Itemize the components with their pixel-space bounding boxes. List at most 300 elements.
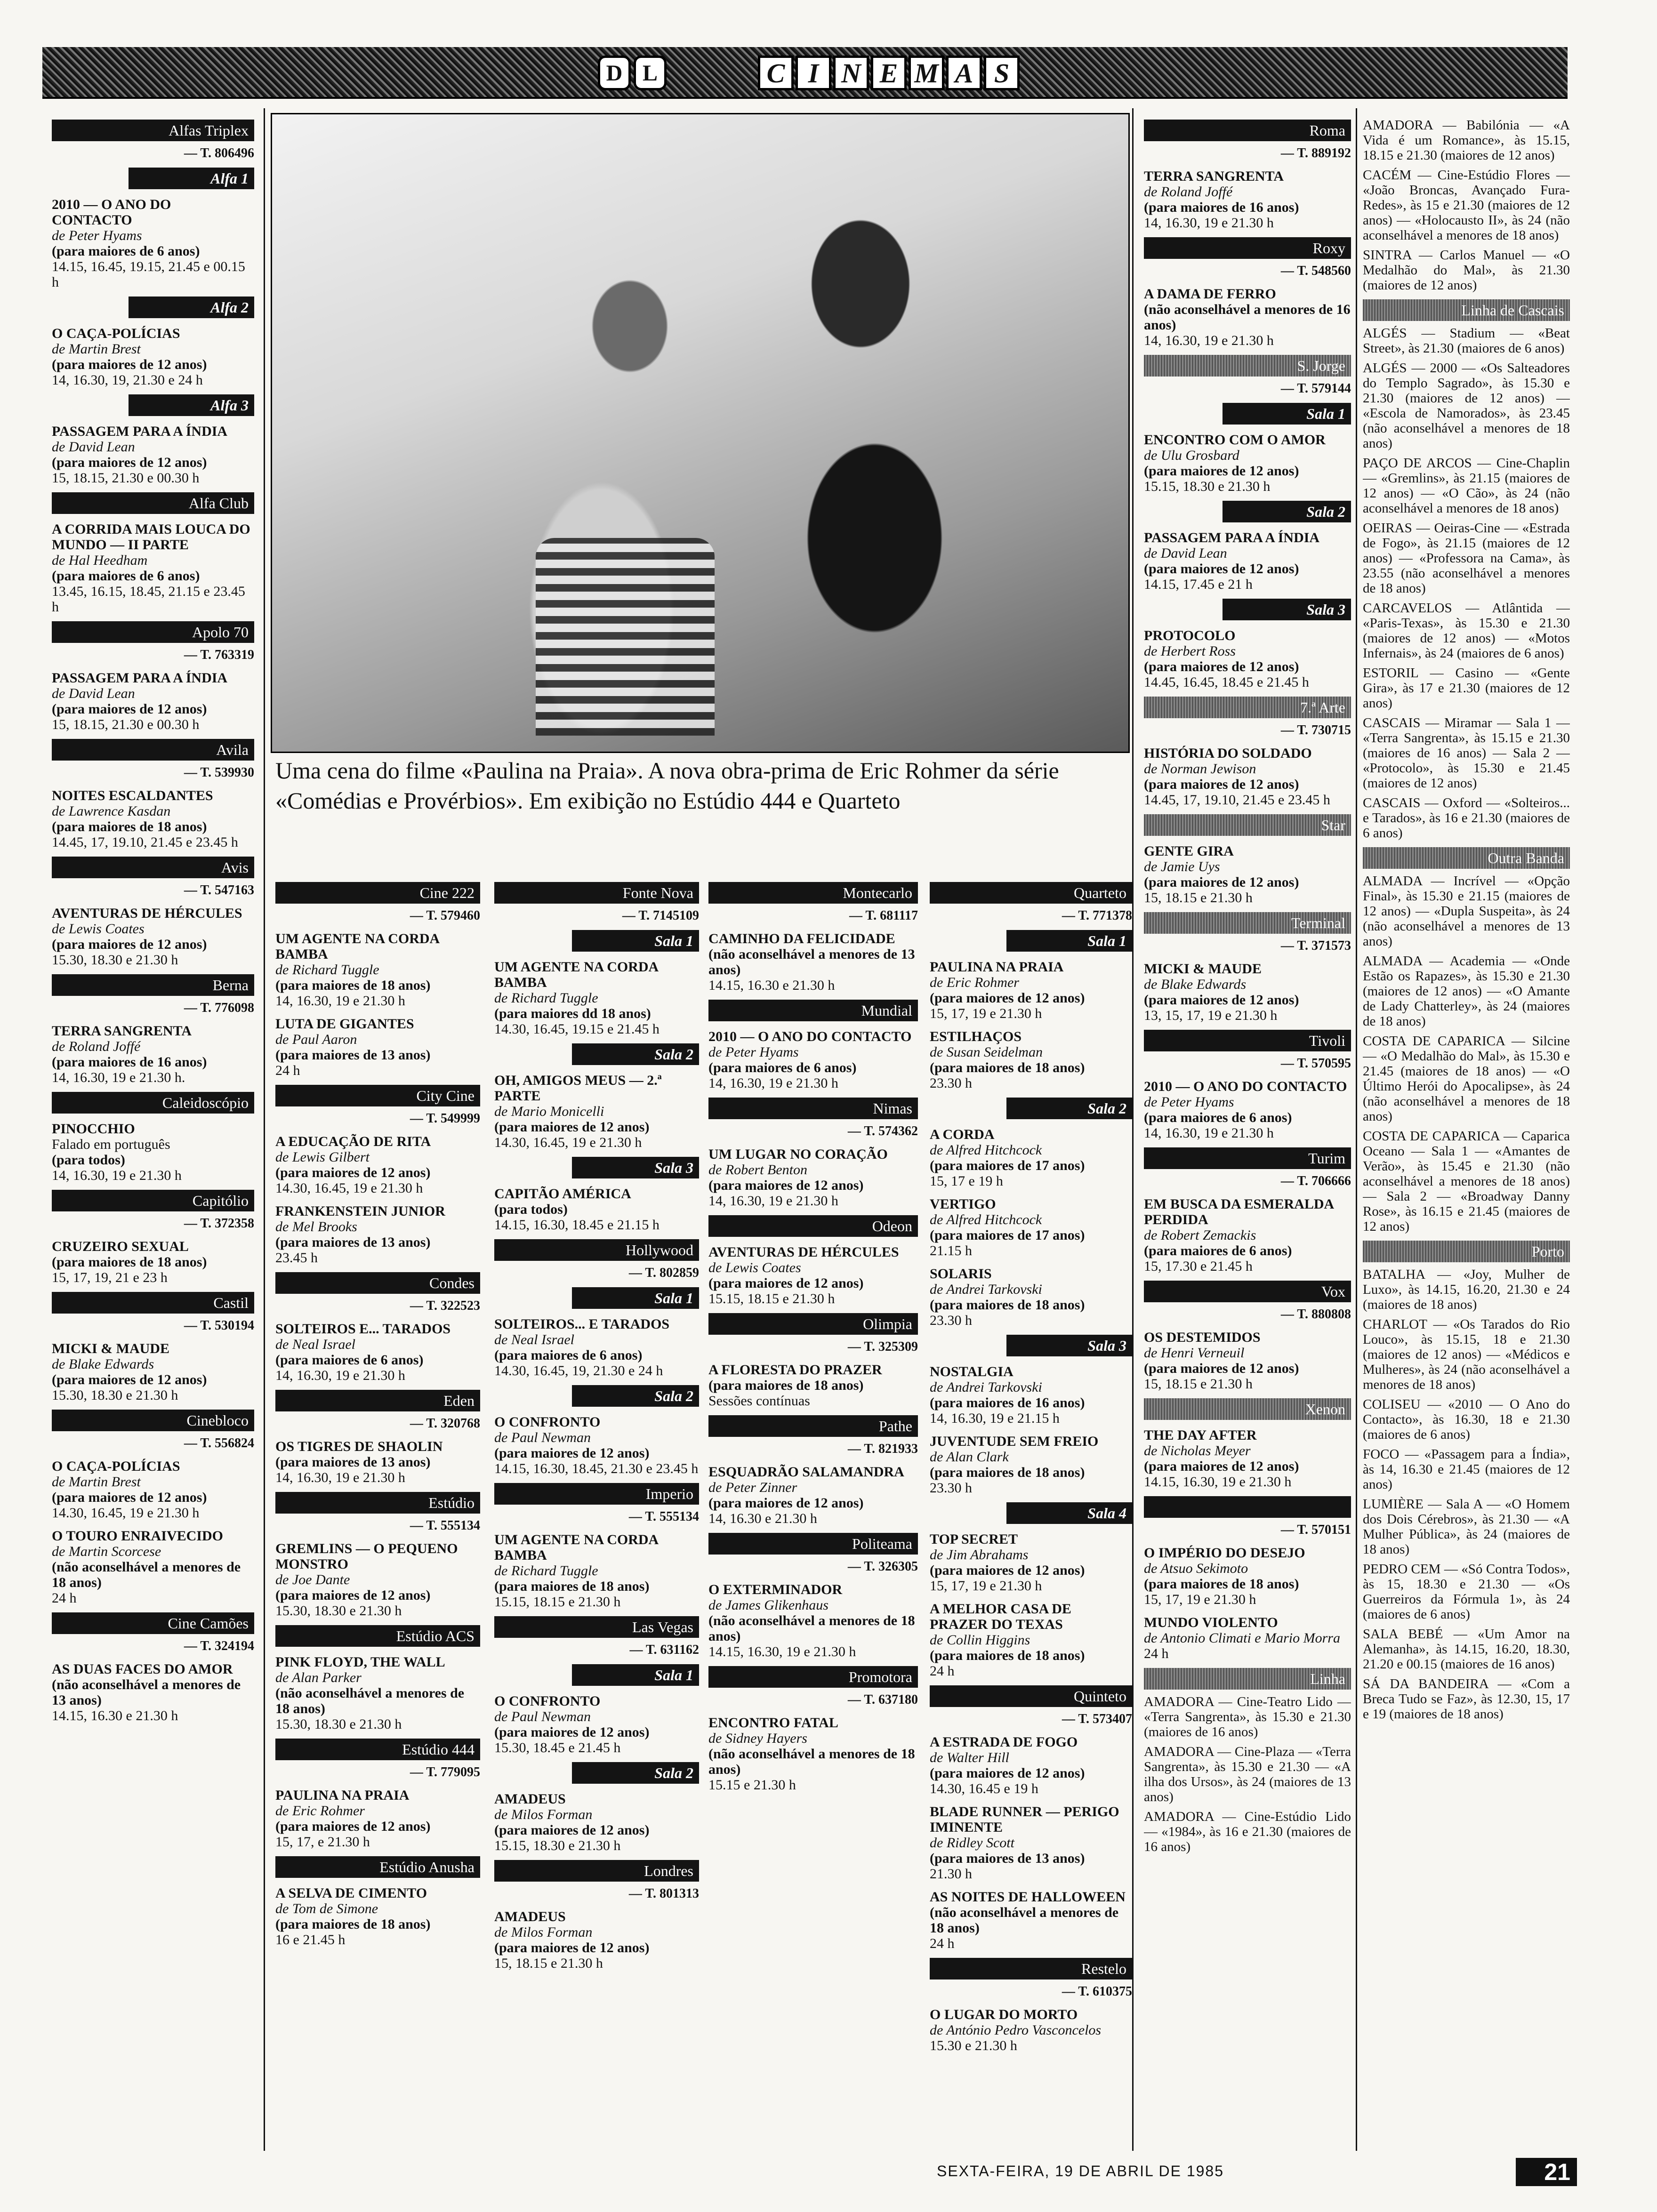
cinema-phone: — T. 573407 bbox=[1062, 1712, 1132, 1726]
cinema-phone: — T. 610375 bbox=[1062, 1984, 1132, 1999]
cinema-header: Estúdio 444 bbox=[275, 1739, 480, 1760]
film-director: de David Lean bbox=[52, 686, 135, 701]
listing-column-3 bbox=[494, 875, 699, 1973]
film-times: Sessões contínuas bbox=[708, 1393, 810, 1409]
film-times: 15.15 e 21.30 h bbox=[708, 1777, 796, 1793]
film-rating: (para maiores de 17 anos) bbox=[930, 1227, 1085, 1243]
film-title: TOP SECRET bbox=[930, 1531, 1018, 1547]
film-listing bbox=[52, 1459, 254, 1521]
cinema-header: Porto bbox=[1363, 1241, 1570, 1262]
cinema-header: Odeon bbox=[708, 1215, 918, 1237]
cinema-phone: — T. 547163 bbox=[184, 883, 254, 898]
film-times: 14.15, 16.30, 18.45 e 21.15 h bbox=[494, 1217, 660, 1233]
film-rating: (não aconselhável a menores de 18 anos) bbox=[708, 1746, 915, 1777]
film-director: de Paul Newman bbox=[494, 1709, 591, 1724]
film-times: 15.30, 18.30 e 21.30 h bbox=[275, 1603, 402, 1619]
film-times: 24 h bbox=[930, 1663, 955, 1679]
film-times: 14, 16.30, 19 e 21.30 h bbox=[708, 1075, 838, 1091]
film-director: de Atsuo Sekimoto bbox=[1144, 1561, 1248, 1576]
film-listing bbox=[1144, 1079, 1351, 1141]
film-title: AMADEUS bbox=[494, 1791, 566, 1807]
film-listing bbox=[494, 1414, 699, 1476]
film-listing bbox=[1144, 1427, 1351, 1490]
film-title: PINK FLOYD, THE WALL bbox=[275, 1654, 445, 1670]
cinema-header: Estúdio bbox=[275, 1492, 480, 1514]
film-listing bbox=[494, 1073, 699, 1150]
film-director: de Herbert Ross bbox=[1144, 643, 1236, 659]
film-times: 15.15, 18.15 e 21.30 h bbox=[708, 1291, 835, 1306]
film-title: PAULINA NA PRAIA bbox=[275, 1787, 410, 1803]
title-letter: E bbox=[871, 56, 907, 90]
film-title: PASSAGEM PARA A ÍNDIA bbox=[52, 424, 228, 439]
sala-header: Alfa 1 bbox=[129, 168, 254, 189]
film-rating: (para maiores de 12 anos) bbox=[930, 1563, 1085, 1578]
title-letter: I bbox=[796, 56, 831, 90]
film-times: 15, 17, e 21.30 h bbox=[275, 1834, 370, 1850]
cinema-phone: — T. 706666 bbox=[1280, 1174, 1351, 1188]
film-director: de Paul Aaron bbox=[275, 1032, 357, 1047]
cinema-phone: — T. 549999 bbox=[410, 1111, 480, 1126]
film-times: 24 h bbox=[1144, 1646, 1169, 1661]
film-times: 23.30 h bbox=[930, 1075, 972, 1091]
film-director: de Neal Israel bbox=[275, 1337, 355, 1352]
film-rating: (para maiores de 12 anos) bbox=[1144, 777, 1299, 792]
cinema-phone: — T. 372358 bbox=[184, 1216, 254, 1231]
film-rating: (para maiores de 12 anos) bbox=[1144, 1361, 1299, 1376]
film-listing bbox=[275, 931, 480, 1009]
film-listing bbox=[52, 788, 254, 850]
film-title: OS TIGRES DE SHAOLIN bbox=[275, 1439, 443, 1454]
film-times: 14.30, 16.45 e 19 h bbox=[930, 1781, 1038, 1796]
film-times: 15, 18.15, 21.30 e 00.30 h bbox=[52, 717, 200, 732]
film-listing bbox=[1144, 1545, 1351, 1607]
film-director: de Roland Joffé bbox=[52, 1039, 141, 1054]
cinema-header: Turim bbox=[1144, 1147, 1351, 1169]
film-listing bbox=[930, 1364, 1132, 1426]
film-times: 23.45 h bbox=[275, 1250, 318, 1266]
cinema-header: Mundial bbox=[708, 1000, 918, 1021]
regional-listing: SÁ DA BANDEIRA — «Com a Breca Tudo se Faz», às 12.30, 15, 17 e 19 (maiores de 18 anos) bbox=[1363, 1676, 1570, 1722]
film-title: ENCONTRO COM O AMOR bbox=[1144, 432, 1326, 448]
cinema-phone: — T. 779095 bbox=[410, 1765, 480, 1779]
film-rating: (para maiores de 12 anos) bbox=[1144, 1459, 1299, 1474]
cinema-phone: — T. 802859 bbox=[628, 1266, 699, 1280]
film-rating: (para maiores de 6 anos) bbox=[1144, 1110, 1292, 1125]
cinema-header: Quinteto bbox=[930, 1685, 1132, 1707]
listing-column-6 bbox=[1144, 113, 1351, 2151]
photo-detail bbox=[536, 538, 715, 736]
film-times: 14.15, 16.30, 18.45, 21.30 e 23.45 h bbox=[494, 1461, 699, 1476]
film-rating: (para maiores de 18 anos) bbox=[1144, 1576, 1299, 1592]
film-rating: (para maiores de 18 anos) bbox=[494, 1579, 650, 1594]
cinema-header: Condes bbox=[275, 1272, 480, 1294]
regional-listing: AMADORA — Cine-Plaza — «Terra Sangrenta», às 15.30 e 21.30 — «A ilha dos Ursos», às 24 (maiores de 13 anos) bbox=[1144, 1744, 1351, 1804]
film-title: UM AGENTE NA CORDA BAMBA bbox=[494, 959, 658, 990]
page-number: 21 bbox=[1516, 2158, 1577, 2186]
regional-listing: SINTRA — Carlos Manuel — «O Medalhão do Mal», às 21.30 (maiores de 12 anos) bbox=[1363, 248, 1570, 293]
film-director: de Milos Forman bbox=[494, 1924, 593, 1940]
regional-listing: AMADORA — Cine-Estúdio Lido — «1984», às 16 e 21.30 (maiores de 16 anos) bbox=[1144, 1809, 1351, 1854]
film-director: de Richard Tuggle bbox=[275, 962, 379, 978]
cinema-phone: — T. 325309 bbox=[847, 1339, 918, 1354]
film-times: 24 h bbox=[275, 1063, 300, 1078]
cinema-header: Apolo 70 bbox=[52, 621, 254, 643]
sala-header: Sala 2 bbox=[1223, 501, 1351, 522]
film-director: de Milos Forman bbox=[494, 1807, 593, 1822]
film-director: de Susan Seidelman bbox=[930, 1044, 1043, 1060]
regional-listing: COSTA DE CAPARICA — Silcine — «O Medalhão do Mal», às 15.30 e 21.45 (maiores de 18 anos) — «O Último Herói do Apocalipse», às 24 (não aconselhável a menores de 18 anos) bbox=[1363, 1034, 1570, 1124]
cinema-phone: — T. 579144 bbox=[1280, 381, 1351, 396]
film-rating: (para maiores de 12 anos) bbox=[52, 1490, 207, 1505]
film-director: de David Lean bbox=[1144, 545, 1227, 561]
film-rating: (não aconselhável a menores de 16 anos) bbox=[1144, 302, 1351, 333]
film-director: de Antonio Climati e Mario Morra bbox=[1144, 1630, 1340, 1646]
cinema-phone: — T. 574362 bbox=[847, 1124, 918, 1138]
cinema-phone: — T. 631162 bbox=[629, 1643, 699, 1657]
regional-listing: ALMADA — Academia — «Onde Estão os Rapazes», às 15.30 e 21.30 (maiores de 12 anos) — «O Amante de Lady Chatterley», às 24 (maiores de 18 anos) bbox=[1363, 954, 1570, 1029]
film-director: de Richard Tuggle bbox=[494, 990, 598, 1006]
cinema-header: Nimas bbox=[708, 1098, 918, 1119]
film-times: 14.30, 16.45, 19 e 21.30 h bbox=[494, 1135, 642, 1150]
film-title: A FLORESTA DO PRAZER bbox=[708, 1362, 882, 1378]
cinema-header: Capitólio bbox=[52, 1190, 254, 1211]
film-listing bbox=[52, 1528, 254, 1606]
cinema-phone: — T. 548560 bbox=[1280, 264, 1351, 278]
film-director: de Norman Jewison bbox=[1144, 761, 1256, 777]
cinema-header: Restelo bbox=[930, 1958, 1132, 1980]
film-listing bbox=[52, 521, 254, 615]
film-times: 15, 18.15 e 21.30 h bbox=[494, 1956, 603, 1971]
film-director: de Peter Hyams bbox=[52, 228, 142, 243]
cinema-header: Castil bbox=[52, 1292, 254, 1314]
film-listing bbox=[930, 1531, 1132, 1594]
column-rule bbox=[1356, 108, 1357, 2151]
film-director: de Alfred Hitchcock bbox=[930, 1212, 1042, 1227]
film-listing bbox=[494, 1316, 699, 1378]
film-director: de Martin Scorcese bbox=[52, 1544, 161, 1559]
section-title bbox=[758, 56, 1020, 90]
film-listing bbox=[708, 1362, 918, 1409]
regional-listing: ESTORIL — Casino — «Gente Gira», às 17 e 21.30 (maiores de 12 anos) bbox=[1363, 665, 1570, 711]
film-times: 14, 16.30, 19 e 21.30 h. bbox=[52, 1070, 185, 1085]
film-times: 14, 16.30, 19 e 21.30 h bbox=[1144, 333, 1274, 348]
film-title: JUVENTUDE SEM FREIO bbox=[930, 1434, 1099, 1449]
film-rating: (para maiores de 12 anos) bbox=[52, 357, 207, 372]
film-listing bbox=[930, 1196, 1132, 1258]
film-listing bbox=[52, 670, 254, 732]
regional-listing: COLISEU — «2010 — O Ano do Contacto», às 16.30, 18 e 21.30 (maiores de 6 anos) bbox=[1363, 1397, 1570, 1442]
film-times: 14.15, 16.30 e 21.30 h bbox=[52, 1708, 178, 1723]
cinema-header: Londres bbox=[494, 1860, 699, 1882]
cinema-header: Xenon bbox=[1144, 1398, 1351, 1420]
cinema-header: Cine 222 bbox=[275, 882, 480, 904]
film-listing bbox=[930, 1734, 1132, 1796]
film-title: SOLARIS bbox=[930, 1266, 992, 1282]
film-rating: (para maiores de 16 anos) bbox=[52, 1054, 207, 1070]
cinema-header: Avis bbox=[52, 857, 254, 878]
film-title: A CORRIDA MAIS LOUCA DO MUNDO — II PARTE bbox=[52, 521, 250, 553]
film-rating: (para maiores de 12 anos) bbox=[1144, 874, 1299, 890]
film-times: 15, 17.30 e 21.45 h bbox=[1144, 1258, 1253, 1274]
regional-listing: ALGÉS — 2000 — «Os Salteadores do Templo Sagrado», às 15.30 e 21.30 (maiores de 12 anos) — «Escola de Namorados», às 23.45 (não aconselhável a menores de 18 anos) bbox=[1363, 361, 1570, 451]
film-listing bbox=[494, 1791, 699, 1853]
regional-listing: LUMIÈRE — Sala A — «O Homem dos Dois Cérebros», às 21.30 — «A Mulher Pública», às 24 (maiores de 18 anos) bbox=[1363, 1497, 1570, 1557]
film-times: 14.30, 16.45, 19 e 21.30 h bbox=[52, 1505, 200, 1521]
film-listing bbox=[52, 197, 254, 290]
film-listing bbox=[275, 1787, 480, 1850]
film-title: PINOCCHIO bbox=[52, 1121, 135, 1137]
film-listing bbox=[52, 906, 254, 968]
film-listing bbox=[275, 1541, 480, 1619]
cinema-phone: — T. 570151 bbox=[1280, 1523, 1351, 1537]
sala-header: Alfa 2 bbox=[129, 297, 254, 318]
film-title: GENTE GIRA bbox=[1144, 843, 1234, 859]
regional-listing: CASCAIS — Miramar — Sala 1 — «Terra Sangrenta», às 15.15 e 21.30 (maiores de 16 anos) — Sala 2 — «Protocolo», às 15.30 e 21.45 (maiores de 12 anos) bbox=[1363, 715, 1570, 791]
film-title: A CORDA bbox=[930, 1127, 995, 1142]
film-times: 14, 16.30 e 21.30 h bbox=[708, 1511, 817, 1526]
cinema-phone: — T. 7145109 bbox=[622, 908, 699, 923]
film-times: 15, 18.15 e 21.30 h bbox=[1144, 890, 1253, 906]
film-title: PASSAGEM PARA A ÍNDIA bbox=[52, 670, 228, 686]
film-director: de Lewis Gilbert bbox=[275, 1149, 370, 1165]
film-times: 14.15, 16.45, 19.15, 21.45 e 00.15 h bbox=[52, 259, 245, 290]
film-director: de Robert Zemackis bbox=[1144, 1227, 1256, 1243]
film-title: MICKI & MAUDE bbox=[1144, 961, 1262, 977]
regional-listing: AMADORA — Cine-Teatro Lido — «Terra Sangrenta», às 15.30 e 21.30 (maiores de 16 anos) bbox=[1144, 1694, 1351, 1739]
film-listing bbox=[1144, 432, 1351, 494]
film-title: UM AGENTE NA CORDA BAMBA bbox=[494, 1532, 658, 1563]
cinema-phone: — T. 880808 bbox=[1280, 1307, 1351, 1322]
film-director: de Jim Abrahams bbox=[930, 1547, 1029, 1563]
film-rating: (para maiores de 12 anos) bbox=[1144, 659, 1299, 674]
film-director: de Eric Rohmer bbox=[930, 975, 1019, 990]
film-rating: (para maiores de 12 anos) bbox=[494, 1822, 650, 1838]
sala-header: Sala 2 bbox=[572, 1043, 699, 1065]
cinema-phone: — T. 579460 bbox=[410, 908, 480, 923]
film-rating: (para maiores de 12 anos) bbox=[494, 1119, 650, 1135]
film-rating: (para maiores de 18 anos) bbox=[52, 1254, 207, 1270]
film-director: de Alfred Hitchcock bbox=[930, 1142, 1042, 1158]
cinema-header: Eden bbox=[275, 1390, 480, 1411]
cinema-header: Cinebloco bbox=[52, 1410, 254, 1431]
film-rating: (para maiores de 12 anos) bbox=[1144, 561, 1299, 577]
film-times: 24 h bbox=[52, 1590, 77, 1606]
film-rating: (não aconselhável a menores de 18 anos) bbox=[930, 1905, 1119, 1936]
film-director: de Hal Heedham bbox=[52, 553, 148, 568]
film-listing bbox=[494, 1693, 699, 1755]
cinema-phone: — T. 322523 bbox=[410, 1298, 480, 1313]
film-title: 2010 — O ANO DO CONTACTO bbox=[1144, 1079, 1347, 1094]
film-times: 23.30 h bbox=[930, 1480, 972, 1496]
cinema-phone: — T. 555134 bbox=[628, 1509, 699, 1524]
film-rating: (para maiores de 12 anos) bbox=[708, 1495, 864, 1511]
film-listing bbox=[1144, 286, 1351, 348]
film-listing bbox=[1144, 745, 1351, 808]
title-letter: M bbox=[909, 56, 944, 90]
cinema-header: Outra Banda bbox=[1363, 847, 1570, 869]
film-director: de Collin Higgins bbox=[930, 1632, 1030, 1648]
film-title: SOLTEIROS E... TARADOS bbox=[275, 1321, 451, 1337]
cinema-header: Tivoli bbox=[1144, 1030, 1351, 1051]
film-title: CRUZEIRO SEXUAL bbox=[52, 1239, 189, 1254]
cinema-header: Alfa Club bbox=[52, 492, 254, 514]
film-title: O EXTERMINADOR bbox=[708, 1582, 843, 1597]
cinema-phone: — T. 555134 bbox=[410, 1518, 480, 1533]
film-title: 2010 — O ANO DO CONTACTO bbox=[52, 197, 171, 228]
film-times: 14, 16.30, 19 e 21.30 h bbox=[1144, 215, 1274, 231]
issue-date: SEXTA-FEIRA, 19 DE ABRIL DE 1985 bbox=[937, 2163, 1224, 2180]
film-rating: (para maiores de 12 anos) bbox=[1144, 992, 1299, 1008]
film-times: 14.45, 16.45, 18.45 e 21.45 h bbox=[1144, 674, 1309, 690]
column-rule bbox=[264, 108, 265, 2151]
film-listing bbox=[930, 1434, 1132, 1496]
film-listing bbox=[1144, 530, 1351, 592]
film-listing bbox=[275, 1134, 480, 1196]
film-title: A MELHOR CASA DE PRAZER DO TEXAS bbox=[930, 1601, 1071, 1632]
film-rating: (para maiores de 12 anos) bbox=[494, 1724, 650, 1740]
cinema-header bbox=[1144, 1496, 1351, 1518]
cinema-phone: — T. 889192 bbox=[1280, 146, 1351, 160]
cinema-header: Promotora bbox=[708, 1666, 918, 1688]
film-times: 15.30, 18.45 e 21.45 h bbox=[494, 1740, 621, 1755]
film-rating: (para maiores de 12 anos) bbox=[52, 701, 207, 717]
cinema-header: Cine Camões bbox=[52, 1612, 254, 1634]
film-listing bbox=[930, 1889, 1132, 1951]
film-times: 23.30 h bbox=[930, 1313, 972, 1328]
film-listing bbox=[52, 326, 254, 388]
film-listing bbox=[930, 1601, 1132, 1679]
film-rating: (para maiores de 18 anos) bbox=[52, 819, 207, 834]
film-times: 14, 16.30, 19 e 21.30 h bbox=[708, 1193, 838, 1209]
title-letter: C bbox=[758, 56, 794, 90]
regional-listing: AMADORA — Babilónia — «A Vida é um Romance», às 15.15, 18.15 e 21.30 (maiores de 12 anos) bbox=[1363, 118, 1570, 163]
cinema-phone: — T. 556824 bbox=[184, 1436, 254, 1451]
film-director: de Tom de Simone bbox=[275, 1901, 378, 1916]
film-title: OH, AMIGOS MEUS — 2.ª PARTE bbox=[494, 1073, 662, 1104]
cinema-header: Vox bbox=[1144, 1281, 1351, 1302]
film-listing bbox=[930, 1029, 1132, 1091]
regional-listing: PAÇO DE ARCOS — Cine-Chaplin — «Gremlins», às 21.15 (maiores de 12 anos) — «O Cão», às 24 (não aconselhável a menores de 18 anos) bbox=[1363, 456, 1570, 516]
cinema-header: Quarteto bbox=[930, 882, 1132, 904]
film-listing bbox=[930, 1804, 1132, 1882]
film-listing bbox=[708, 1582, 918, 1659]
cinema-header: Roxy bbox=[1144, 237, 1351, 259]
masthead bbox=[42, 47, 1568, 99]
film-times: 15.30, 18.30 e 21.30 h bbox=[52, 1387, 178, 1403]
film-times: 16 e 21.45 h bbox=[275, 1932, 346, 1948]
regional-listing: CARCAVELOS — Atlântida — «Paris-Texas», às 15.30 e 21.30 (maiores de 12 anos) — «Motos Infernais», às 24 (maiores de 6 anos) bbox=[1363, 601, 1570, 661]
film-director: de Ulu Grosbard bbox=[1144, 448, 1239, 463]
film-rating: (para maiores de 12 anos) bbox=[494, 1940, 650, 1956]
film-rating: (para maiores de 6 anos) bbox=[494, 1347, 643, 1363]
film-times: 14.45, 17, 19.10, 21.45 e 23.45 h bbox=[52, 834, 238, 850]
film-times: 14.30, 16.45, 19, 21.30 e 24 h bbox=[494, 1363, 663, 1378]
sala-header: Sala 3 bbox=[572, 1157, 699, 1178]
film-director: de Robert Benton bbox=[708, 1162, 807, 1178]
film-listing bbox=[275, 1439, 480, 1485]
cinema-header: Olimpia bbox=[708, 1313, 918, 1335]
film-rating: (para maiores de 12 anos) bbox=[275, 1819, 431, 1834]
regional-listing: CHARLOT — «Os Tarados do Rio Louco», às 15.15, 18 e 21.30 (maiores de 12 anos) — «Médicos e Mulheres», às 24 (não aconselhável a menores de 18 anos) bbox=[1363, 1317, 1570, 1392]
title-letter: N bbox=[833, 56, 869, 90]
film-rating: (para maiores de 6 anos) bbox=[52, 243, 200, 259]
film-listing bbox=[930, 1127, 1132, 1189]
film-title: O CONFRONTO bbox=[494, 1693, 601, 1709]
regional-listing: ALGÉS — Stadium — «Beat Street», às 21.30 (maiores de 6 anos) bbox=[1363, 326, 1570, 356]
film-listing bbox=[275, 1654, 480, 1732]
film-rating: (para maiores de 12 anos) bbox=[930, 1765, 1085, 1781]
film-times: 14.15, 16.30 e 21.30 h bbox=[708, 978, 835, 993]
film-director: de Sidney Hayers bbox=[708, 1731, 807, 1746]
film-title: CAMINHO DA FELICIDADE bbox=[708, 931, 895, 946]
film-title: CAPITÃO AMÉRICA bbox=[494, 1186, 631, 1202]
film-times: 14, 16.30, 19 e 21.30 h bbox=[52, 1168, 182, 1183]
film-listing bbox=[708, 1244, 918, 1306]
film-times: 15, 17, 19, 21 e 23 h bbox=[52, 1270, 168, 1285]
cinema-phone: — T. 681117 bbox=[849, 908, 918, 923]
film-title: AS DUAS FACES DO AMOR bbox=[52, 1661, 233, 1677]
film-director: de Lawrence Kasdan bbox=[52, 803, 171, 819]
cinema-header: Roma bbox=[1144, 120, 1351, 141]
film-rating: (para maiores de 16 anos) bbox=[1144, 200, 1299, 215]
listing-column-5 bbox=[930, 875, 1132, 2055]
film-director: de Roland Joffé bbox=[1144, 184, 1233, 200]
film-rating: (para todos) bbox=[494, 1202, 568, 1217]
film-director: de Ridley Scott bbox=[930, 1835, 1014, 1851]
regional-listing: BATALHA — «Joy, Mulher de Luxo», às 14.15, 16.20, 21.30 e 24 (maiores de 18 anos) bbox=[1363, 1267, 1570, 1312]
cinema-header: Pathe bbox=[708, 1415, 918, 1437]
film-rating: (para maiores de 12 anos) bbox=[708, 1178, 864, 1193]
film-title: PROTOCOLO bbox=[1144, 628, 1236, 643]
film-times: 14.15, 16.30, 19 e 21.30 h bbox=[708, 1644, 856, 1659]
listing-column-2 bbox=[275, 875, 480, 1949]
regional-listing: FOCO — «Passagem para a Índia», às 14, 16.30 e 21.45 (maiores de 12 anos) bbox=[1363, 1447, 1570, 1492]
film-times: 24 h bbox=[930, 1936, 955, 1951]
film-note: Falado em português bbox=[52, 1137, 170, 1152]
film-director: de Peter Zinner bbox=[708, 1480, 797, 1495]
film-title: AVENTURAS DE HÉRCULES bbox=[708, 1244, 899, 1260]
film-listing bbox=[708, 1464, 918, 1526]
film-director: de Andrei Tarkovski bbox=[930, 1379, 1042, 1395]
film-title: EM BUSCA DA ESMERALDA PERDIDA bbox=[1144, 1196, 1334, 1227]
sala-header: Sala 2 bbox=[1006, 1098, 1132, 1119]
film-rating: (para maiores de 18 anos) bbox=[275, 978, 431, 993]
film-title: O TOURO ENRAIVECIDO bbox=[52, 1528, 223, 1544]
film-rating: (para maiores de 18 anos) bbox=[930, 1648, 1085, 1663]
cinema-phone: — T. 320768 bbox=[410, 1416, 480, 1431]
film-rating: (para maiores de 12 anos) bbox=[275, 1587, 431, 1603]
cinema-phone: — T. 530194 bbox=[184, 1318, 254, 1333]
cinema-phone: — T. 821933 bbox=[847, 1442, 918, 1456]
film-listing bbox=[708, 1029, 918, 1091]
film-rating: (para maiores de 6 anos) bbox=[1144, 1243, 1292, 1258]
film-listing bbox=[1144, 1330, 1351, 1392]
film-times: 15, 18.15, 21.30 e 00.30 h bbox=[52, 470, 200, 486]
film-times: 14, 16.30, 19 e 21.15 h bbox=[930, 1411, 1060, 1426]
film-title: O LUGAR DO MORTO bbox=[930, 2007, 1078, 2022]
cinema-header: Fonte Nova bbox=[494, 882, 699, 904]
film-title: THE DAY AFTER bbox=[1144, 1427, 1257, 1443]
film-title: UM LUGAR NO CORAÇÃO bbox=[708, 1146, 888, 1162]
film-listing bbox=[1144, 1196, 1351, 1274]
film-times: 15, 17, 19 e 21.30 h bbox=[930, 1578, 1042, 1594]
film-listing bbox=[52, 1239, 254, 1285]
film-listing bbox=[708, 1715, 918, 1793]
cinema-phone: — T. 776098 bbox=[184, 1001, 254, 1015]
film-title: TERRA SANGRENTA bbox=[52, 1023, 192, 1039]
film-rating: (para maiores de 6 anos) bbox=[708, 1060, 857, 1075]
cinema-phone: — T. 801313 bbox=[628, 1886, 699, 1901]
